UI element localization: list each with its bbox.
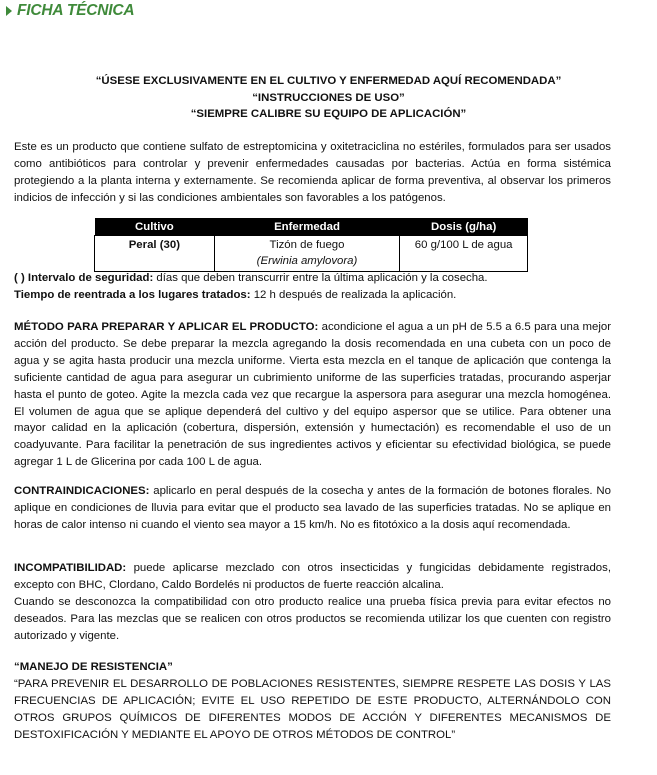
resistance-section xyxy=(14,659,611,744)
resistance-label: “MANEJO DE RESISTENCIA” xyxy=(14,661,173,673)
method-label: MÉTODO PARA PREPARAR Y APLICAR EL PRODUCTO: xyxy=(14,321,319,333)
safety-interval xyxy=(14,270,611,287)
safety-interval-label: ( ) Intervalo de seguridad: xyxy=(14,272,154,284)
incompatibility-text: puede aplicarse mezclado con otros insecticidas y fungicidas debidamente registrados, excepto con BHC, Clordano, Caldo Bordelés ni productos de fuerte reacción alcalina. xyxy=(14,562,611,591)
resistance-text: “PARA PREVENIR EL DESARROLLO DE POBLACIONES RESISTENTES, SIEMPRE RESPETE LAS DOSIS Y LAS FRECUENCIAS DE APLICACIÓN; EVITE EL USO REPETIDO DE ESTE PRODUCTO, ALTERNÁNDOLO CON OTROS GRUPOS QUÍMICOS DE DIFERENTES MODOS DE ACCIÓN Y DIFERENTES MECANISMOS DE DESTOXIFICACIÓN Y MEDIANTE EL APOYO DE OTROS MÉTODOS DE CONTROL” xyxy=(14,677,611,741)
disease-cell xyxy=(214,236,400,272)
table-row xyxy=(95,236,528,272)
heading-instructions: “INSTRUCCIONES DE USO” xyxy=(252,91,405,104)
column-header-disease: Enfermedad xyxy=(214,218,400,236)
compatibility-note: Cuando se desconozca la compatibilidad con otro producto realice una prueba física previa para evitar efectos no deseados. Para las mezclas que se realicen con otros productos se recomienda utilizar los que cuenten con registro autorizado y vigente. xyxy=(14,595,611,642)
heading-exclusive-use: “ÚSESE EXCLUSIVAMENTE EN EL CULTIVO Y ENFERMEDAD AQUÍ RECOMENDADA” xyxy=(95,75,562,87)
incompatibility-label: INCOMPATIBILIDAD: xyxy=(14,562,127,574)
disease-common-name: Tizón de fuego xyxy=(269,239,345,251)
reentry-label: Tiempo de reentrada a los lugares tratados: xyxy=(14,289,251,301)
column-header-dose: Dosis (g/ha) xyxy=(400,218,528,236)
method-section xyxy=(14,319,611,471)
crop-cell: Peral (30) xyxy=(95,236,215,272)
heading-calibrate: “SIEMPRE CALIBRE SU EQUIPO DE APLICACIÓN” xyxy=(190,108,467,120)
dosage-table-header xyxy=(95,218,528,236)
method-text: acondicione el agua a un pH de 5.5 a 6.5 para una mejor acción del producto. Se debe preparar la mezcla agregando la dosis recomendada en una cubeta con un poco de agua y se agita hasta producir una mezcla uniforme. Vierta esta mezcla en el tanque de aplicación que contenga la suficiente cantidad de agua para asegurar un cubrimiento uniforme de las superficies tratadas, procurando asperjar hasta el punto de goteo. Agite la mezcla cada vez que recargue la aspersora para asegurar una mezcla homogénea. El volumen de agua que se aplique dependerá del cultivo y del equipo aspersor que se utilice. Para obtener una mayor calidad en la aplicación (cobertura, dispersión, extensión y humectación) es recomendable el uso de un coadyuvante. Para facilitar la penetración de sus ingredientes activos y eficientar su efectividad biológica, se puede agregar 1 L de Glicerina por cada 100 L de agua. xyxy=(14,321,611,469)
column-header-crop: Cultivo xyxy=(95,218,215,236)
section-header xyxy=(0,0,657,22)
dose-cell: 60 g/100 L de agua xyxy=(400,236,528,272)
intro-paragraph: Este es un producto que contiene sulfato de estreptomicina y oxitetraciclina no estériles, formulados para ser usados como antibióticos para controlar y prevenir enfermedades causadas por bacterias. Actúa en forma sistémica protegiendo a la planta interna y externamente. Se recomienda aplicar de forma preventiva, al observar los primeros indicios de infección y si las condiciones ambientales son favorables a los patógenos. xyxy=(14,141,611,204)
section-title: FICHA TÉCNICA xyxy=(17,2,135,19)
safety-info xyxy=(14,270,611,304)
contraindications-section xyxy=(14,483,611,534)
reentry-text: 12 h después de realizada la aplicación. xyxy=(250,289,457,301)
disease-scientific-name: (Erwinia amylovora) xyxy=(256,255,358,267)
usage-headings xyxy=(0,73,657,123)
reentry-time xyxy=(14,287,611,304)
incompatibility-section xyxy=(14,560,611,645)
contraindications-text: aplicarlo en peral después de la cosecha y antes de la formación de botones florales. No aplique en condiciones de lluvia para evitar que el producto sea lavado de las superficies tratadas. No se aplique en horas de calor intenso ni cuando el viento sea mayor a 15 km/h. No es fitotóxico a la dosis aquí recomendada. xyxy=(14,485,611,531)
triangle-right-icon xyxy=(6,6,12,16)
incompatibility-paragraph xyxy=(14,560,611,594)
safety-interval-text: días que deben transcurrir entre la última aplicación y la cosecha. xyxy=(153,272,488,284)
dosage-table xyxy=(94,218,528,272)
contraindications-label: CONTRAINDICACIONES: xyxy=(14,485,150,497)
